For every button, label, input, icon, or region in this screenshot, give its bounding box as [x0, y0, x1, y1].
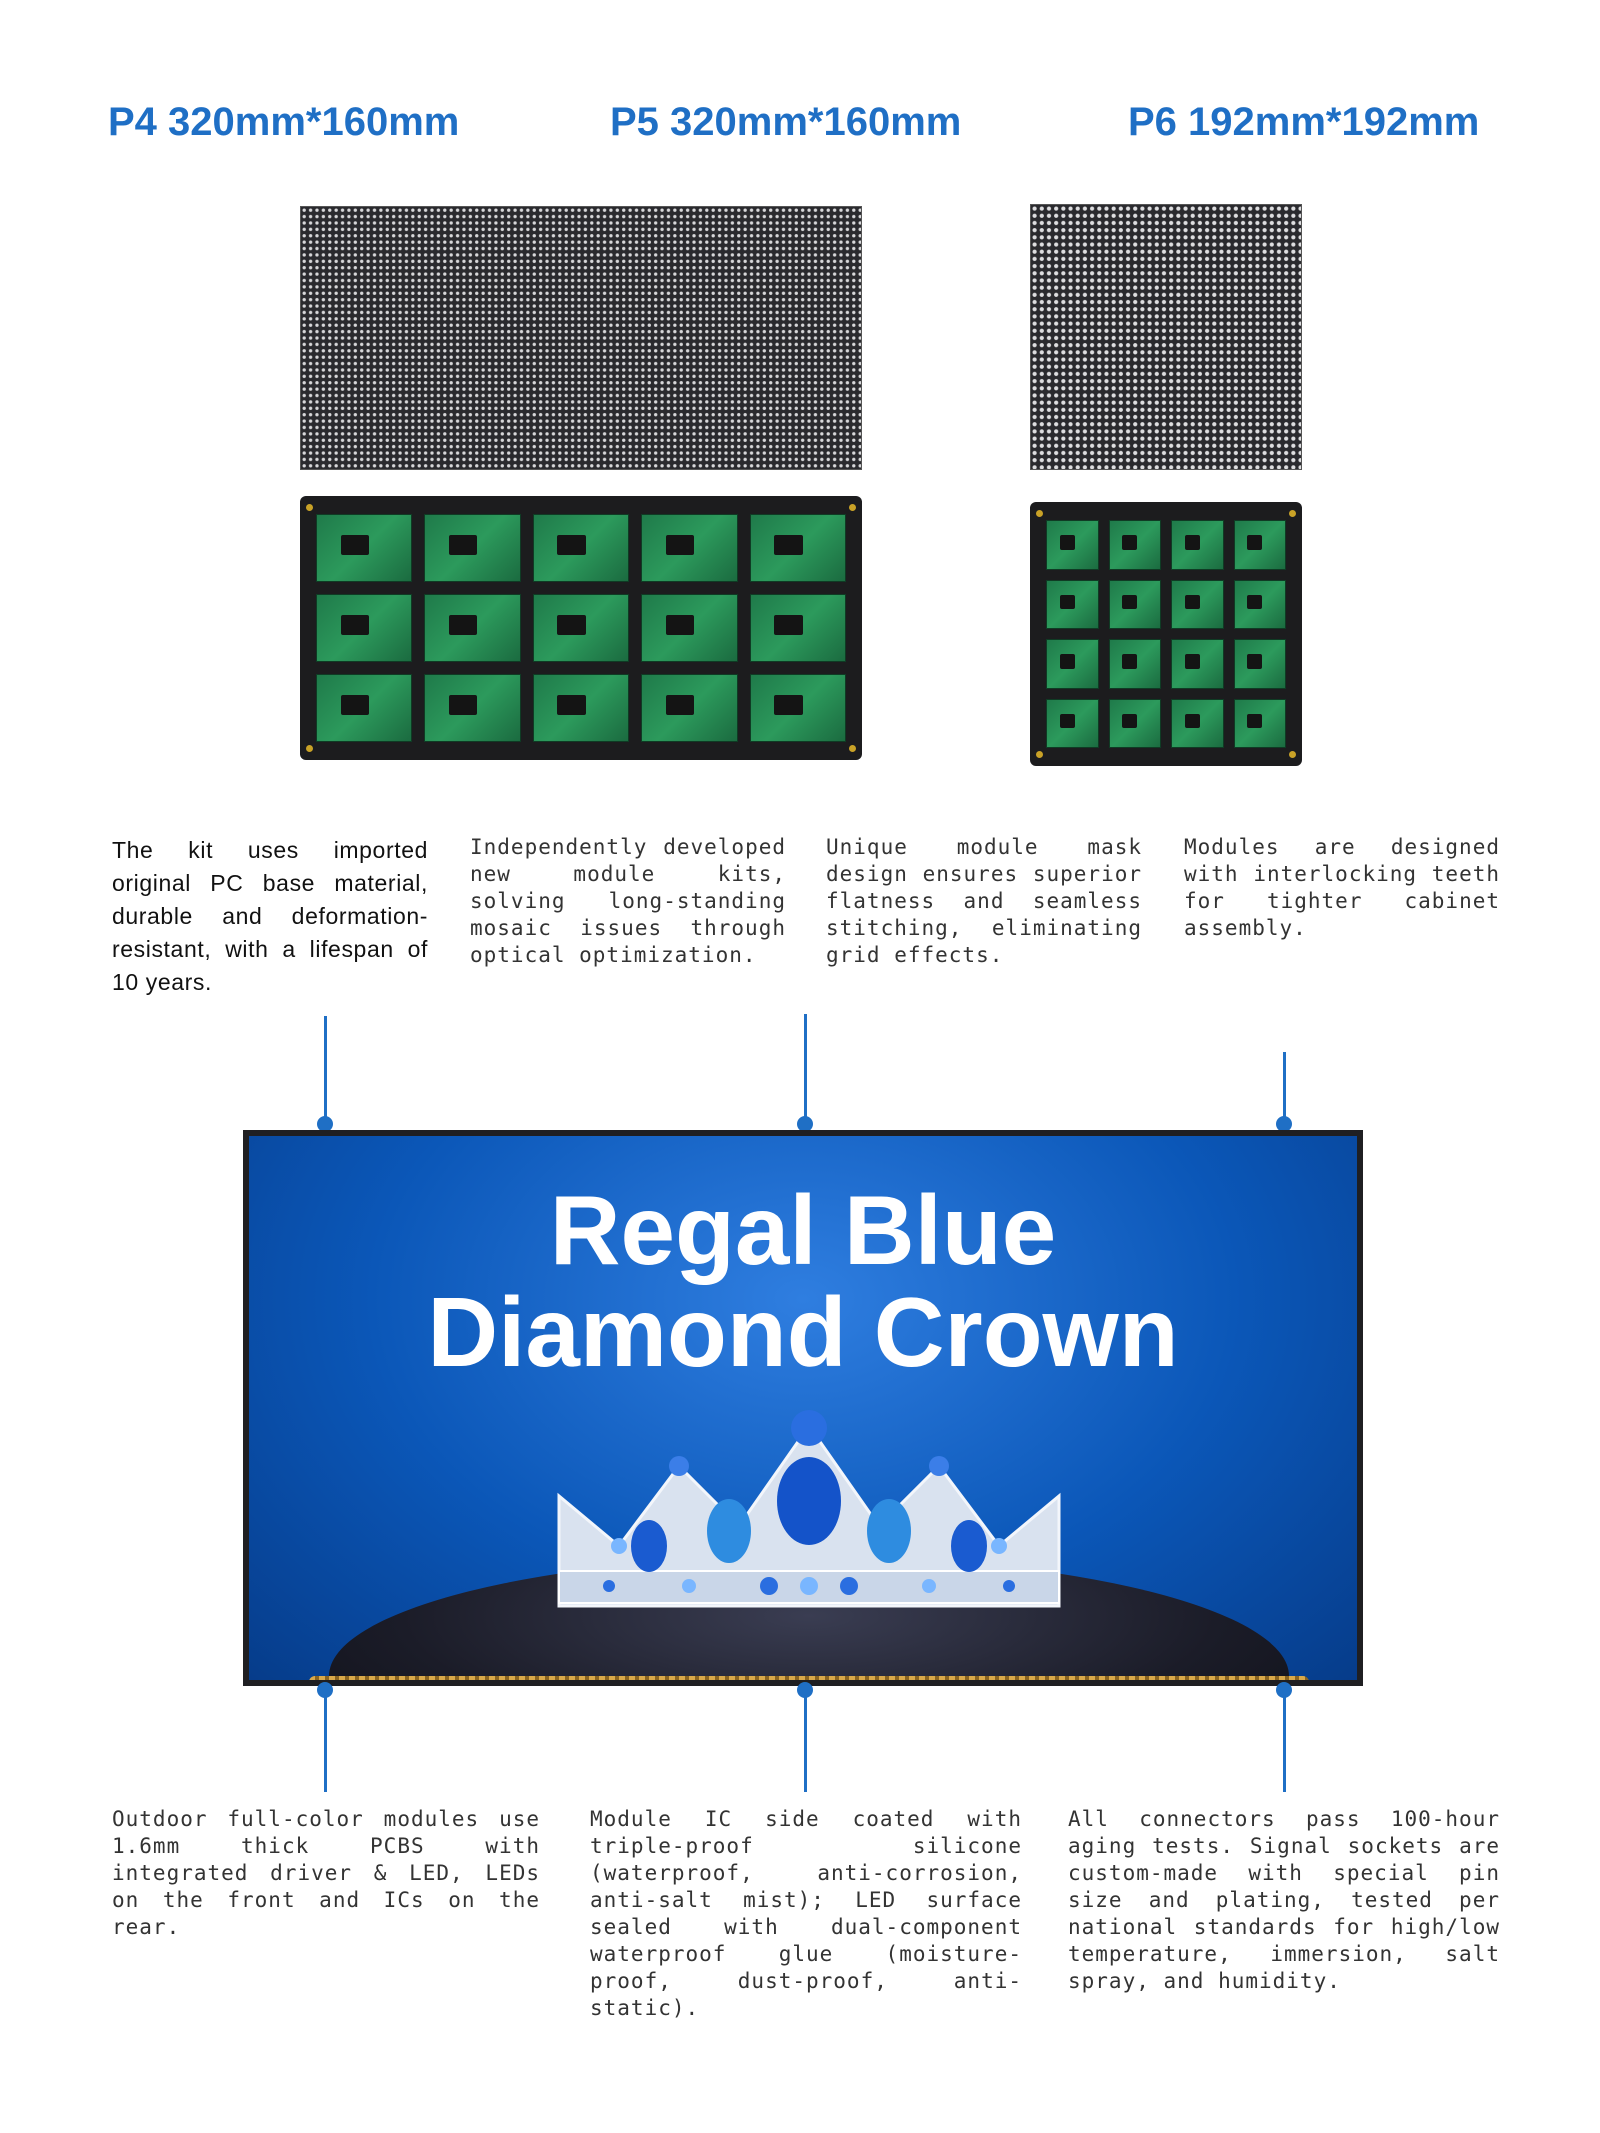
p4-p5-module-back-image	[300, 496, 862, 760]
feature-triple-proof-coating: Module IC side coated with triple-proof silicone (waterproof, anti-corrosion, anti-salt mist); LED surface sealed with dual-component waterproof glue (moisture-proof, dust-proof, anti-static).	[590, 1807, 1022, 2020]
connector-line	[804, 1014, 807, 1122]
p4-p5-module-front-image	[300, 206, 862, 470]
connector-line	[1283, 1052, 1286, 1122]
connector-line	[324, 1690, 327, 1792]
connector-line	[1283, 1690, 1286, 1792]
feature-connector-aging-tests: All connectors pass 100-hour aging tests. Signal sockets are custom-made with special pin size and plating, tested per national standards for high/low temperature, immersion, salt spray, and humidity.	[1068, 1807, 1500, 1993]
p6-module-front-image	[1030, 204, 1302, 470]
connector-line	[804, 1690, 807, 1792]
feature-new-module-kits: Independently developed new module kits, solving long-standing mosaic issues through optical optimization.	[470, 835, 786, 967]
feature-pcb-thickness: Outdoor full-color modules use 1.6mm thick PCBS with integrated driver & LED, LEDs on the front and ICs on the rear.	[112, 1807, 540, 1939]
hero-title-line1: Regal Blue	[549, 1175, 1057, 1285]
title-p5: P5 320mm*160mm	[610, 100, 962, 144]
feature-pc-base-material: The kit uses imported original PC base material, durable and deformation-resistant, with a lifespan of 10 years.	[112, 837, 428, 995]
p6-module-back-image	[1030, 502, 1302, 766]
title-p6: P6 192mm*192mm	[1128, 100, 1480, 144]
feature-module-mask-design: Unique module mask design ensures superior flatness and seamless stitching, eliminating grid effects.	[826, 835, 1142, 967]
crown-image	[539, 1406, 1079, 1616]
feature-interlocking-teeth: Modules are designed with interlocking teeth for tighter cabinet assembly.	[1184, 835, 1500, 940]
title-p4: P4 320mm*160mm	[108, 100, 460, 144]
connector-line	[324, 1016, 327, 1122]
hero-display-image	[243, 1130, 1363, 1686]
hero-title-line2: Diamond Crown	[427, 1277, 1179, 1387]
